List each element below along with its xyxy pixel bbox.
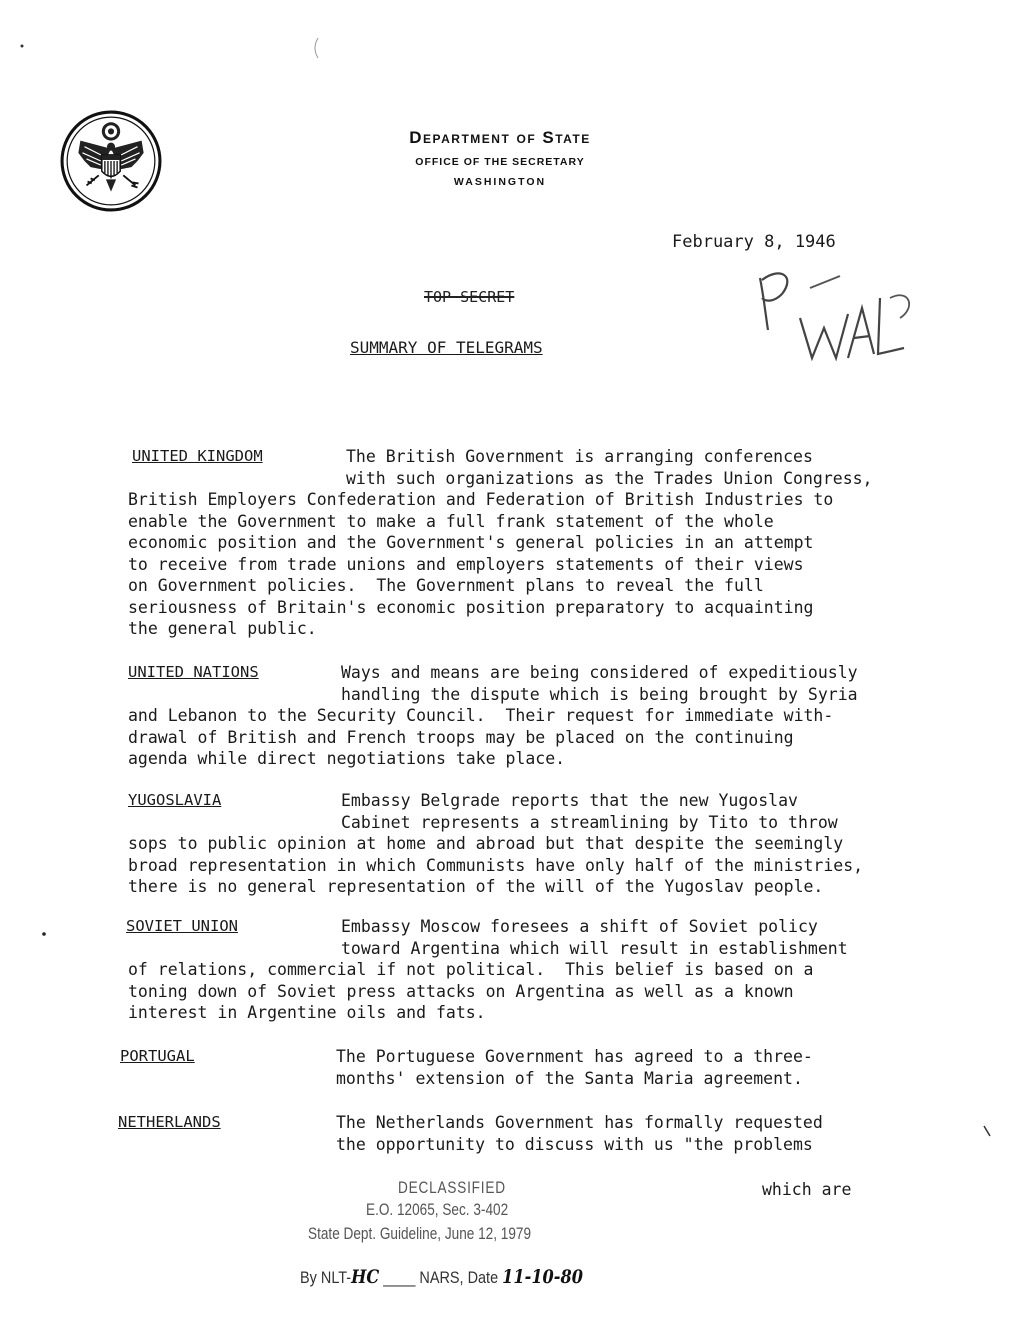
section-portugal [120, 1046, 918, 1089]
section-line: the general public. [128, 619, 317, 638]
section-soviet-union [128, 916, 918, 1024]
section-line: Cabinet represents a streamlining by Tito to throw [341, 812, 838, 832]
continued-text: which are [762, 1180, 852, 1199]
letterhead-city: WASHINGTON [453, 176, 547, 188]
section-line: Embassy Moscow foresees a shift of Soviet policy [341, 917, 818, 936]
section-heading: YUGOSLAVIA [128, 791, 222, 809]
section-line: agenda while direct negotiations take place. [128, 749, 566, 768]
document-date: February 8, 1946 [672, 232, 836, 252]
section-line: of relations, commercial if not political. This belief is based on a [128, 960, 814, 979]
section-heading: PORTUGAL [120, 1047, 195, 1065]
section-line: toning down of Soviet press attacks on Argentina as well as a known [128, 981, 794, 1001]
section-line: with such organizations as the Trades Union Congress, [346, 468, 873, 488]
section-line: broad representation in which Communists have only half of the ministries, [128, 855, 864, 875]
section-line: the opportunity to discuss with us "the problems [336, 1134, 813, 1154]
stamp-initials: HC [351, 1266, 380, 1288]
section-line: handling the dispute which is being brought by Syria [341, 684, 858, 704]
section-line: Embassy Belgrade reports that the new Yugoslav [341, 791, 798, 810]
section-line: to receive from trade unions and employers statements of their views [128, 554, 804, 574]
stamp-date: 11-10-80 [502, 1266, 583, 1288]
letterhead-title: Department of State [409, 128, 591, 147]
section-line: The Netherlands Government has formally requested [336, 1113, 823, 1132]
section-line: interest in Argentine oils and fats. [128, 1003, 486, 1022]
section-line: toward Argentina which will result in establishment [341, 938, 848, 958]
section-heading: UNITED NATIONS [128, 663, 259, 681]
section-heading: UNITED KINGDOM [132, 447, 263, 465]
section-line: The Portuguese Government has agreed to a three- [336, 1047, 813, 1066]
section-heading: SOVIET UNION [126, 917, 238, 935]
stamp-executive-order: E.O. 12065, Sec. 3-402 [366, 1200, 509, 1219]
classification-marking: TOP SECRET [424, 288, 515, 306]
letterhead-office: OFFICE OF THE SECRETARY [415, 156, 585, 168]
section-line: on Government policies. The Government plans to reveal the full [128, 576, 764, 595]
stamp-nars: ____ NARS, Date [379, 1268, 499, 1287]
section-line: and Lebanon to the Security Council. Their request for immediate with- [128, 706, 834, 725]
section-yugoslavia [128, 790, 918, 898]
section-line: The British Government is arranging conferences [346, 447, 813, 466]
section-united-nations [128, 662, 918, 770]
stamp-by-prefix: By NLT- [300, 1268, 352, 1287]
section-line: months' extension of the Santa Maria agreement. [336, 1068, 803, 1088]
great-seal-icon [60, 110, 162, 212]
handwritten-initials [740, 258, 930, 388]
stamp-guideline: State Dept. Guideline, June 12, 1979 [308, 1224, 532, 1243]
section-line: enable the Government to make a full frank statement of the whole [128, 511, 774, 531]
document-title: SUMMARY OF TELEGRAMS [350, 338, 543, 357]
section-united-kingdom [128, 446, 918, 640]
section-line: British Employers Confederation and Federation of British Industries to [128, 490, 834, 509]
section-netherlands [118, 1112, 918, 1155]
section-heading: NETHERLANDS [118, 1113, 221, 1131]
section-line: economic position and the Government's general policies in an attempt [128, 533, 814, 552]
section-line: drawal of British and French troops may be placed on the continuing [128, 727, 794, 747]
section-line: there is no general representation of the will of the Yugoslav people. [128, 877, 824, 896]
section-line: seriousness of Britain's economic position preparatory to acquainting [128, 597, 814, 617]
stamp-authority [300, 1266, 583, 1288]
section-line: sops to public opinion at home and abroad but that despite the seemingly [128, 834, 844, 853]
section-line: Ways and means are being considered of expeditiously [341, 663, 858, 682]
letterhead [340, 128, 660, 188]
stamp-declassified: DECLASSIFIED [398, 1178, 506, 1197]
